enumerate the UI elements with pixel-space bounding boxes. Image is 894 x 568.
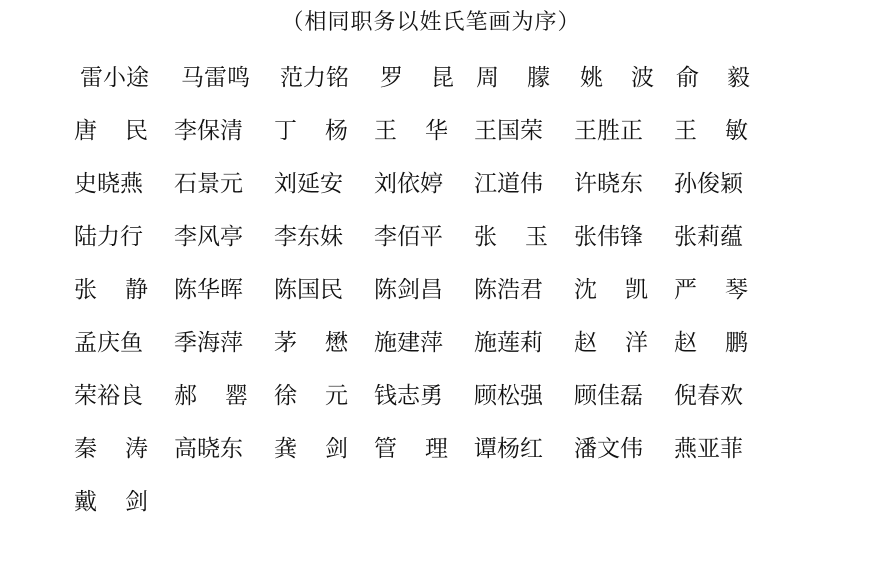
person-name: 李佰平 (374, 224, 443, 250)
person-name: 李风亭 (174, 224, 243, 250)
person-name: 范力铭 (280, 65, 349, 91)
person-name (74, 272, 148, 308)
person-name (476, 60, 550, 96)
person-name: 高晓东 (174, 436, 243, 462)
person-name: 施莲莉 (474, 330, 543, 356)
person-name (274, 431, 348, 467)
name-character: 朦 (527, 65, 550, 91)
person-name: 谭杨红 (474, 436, 543, 462)
name-character: 赵 (574, 330, 597, 356)
name-character: 剑 (325, 436, 348, 462)
name-character: 郝 (174, 383, 197, 409)
name-character: 洋 (625, 330, 648, 356)
person-name: 张莉蕴 (674, 224, 743, 250)
name-character: 管 (374, 436, 397, 462)
person-name: 雷小途 (80, 65, 149, 91)
name-character: 周 (476, 65, 499, 91)
person-name: 孟庆鱼 (74, 330, 143, 356)
person-name: 倪春欢 (674, 383, 743, 409)
person-name: 陆力行 (74, 224, 143, 250)
person-name (674, 272, 748, 308)
name-character: 敏 (725, 118, 748, 144)
name-character: 茅 (274, 330, 297, 356)
person-name: 江道伟 (474, 171, 543, 197)
name-character: 张 (474, 224, 497, 250)
name-character: 俞 (676, 65, 699, 91)
name-row (74, 219, 834, 272)
ordering-note: （相同职务以姓氏笔画为序） (281, 10, 581, 35)
person-name: 施建萍 (374, 330, 443, 356)
person-name: 刘延安 (274, 171, 343, 197)
name-character: 玉 (525, 224, 548, 250)
person-name: 许晓东 (574, 171, 643, 197)
person-name: 陈剑昌 (374, 277, 443, 303)
name-row (74, 166, 834, 219)
name-character: 张 (74, 277, 97, 303)
name-character: 龚 (274, 436, 297, 462)
person-name (74, 431, 148, 467)
person-name (580, 60, 654, 96)
person-name: 顾松强 (474, 383, 543, 409)
name-row (74, 325, 834, 378)
person-name: 燕亚菲 (674, 436, 743, 462)
name-row (74, 378, 834, 431)
person-name: 孙俊颖 (674, 171, 743, 197)
person-name (274, 378, 348, 414)
person-name (274, 325, 348, 361)
person-name (574, 272, 648, 308)
name-row (74, 113, 834, 166)
name-character: 秦 (74, 436, 97, 462)
person-name: 陈华晖 (174, 277, 243, 303)
name-character: 剑 (125, 489, 148, 515)
name-character: 华 (425, 118, 448, 144)
person-name (674, 113, 748, 149)
name-character: 凯 (625, 277, 648, 303)
name-row (74, 60, 834, 113)
name-list (74, 60, 834, 537)
person-name: 陈国民 (274, 277, 343, 303)
name-character: 琴 (725, 277, 748, 303)
person-name: 陈浩君 (474, 277, 543, 303)
name-character: 毅 (727, 65, 750, 91)
name-character: 理 (425, 436, 448, 462)
person-name: 李保清 (174, 118, 243, 144)
person-name: 刘依婷 (374, 171, 443, 197)
name-character: 懋 (325, 330, 348, 356)
name-character: 王 (374, 118, 397, 144)
name-character: 民 (125, 118, 148, 144)
person-name: 马雷鸣 (181, 65, 250, 91)
person-name: 顾佳磊 (574, 383, 643, 409)
person-name (380, 60, 454, 96)
name-character: 涛 (125, 436, 148, 462)
person-name (74, 113, 148, 149)
name-character: 昆 (431, 65, 454, 91)
person-name: 王胜正 (574, 118, 643, 144)
name-row (74, 431, 834, 484)
name-character: 赵 (674, 330, 697, 356)
person-name (676, 60, 750, 96)
name-character: 唐 (74, 118, 97, 144)
person-name: 张伟锋 (574, 224, 643, 250)
person-name (274, 113, 348, 149)
name-character: 罗 (380, 65, 403, 91)
name-character: 元 (325, 383, 348, 409)
name-character: 王 (674, 118, 697, 144)
person-name: 季海萍 (174, 330, 243, 356)
name-character: 鹏 (725, 330, 748, 356)
name-character: 严 (674, 277, 697, 303)
name-character: 徐 (274, 383, 297, 409)
person-name (574, 325, 648, 361)
name-character: 波 (631, 65, 654, 91)
person-name (74, 484, 148, 520)
person-name: 潘文伟 (574, 436, 643, 462)
person-name: 史晓燕 (74, 171, 143, 197)
person-name: 石景元 (174, 171, 243, 197)
person-name (374, 431, 448, 467)
person-name: 荣裕良 (74, 383, 143, 409)
name-character: 沈 (574, 277, 597, 303)
name-character: 丁 (274, 118, 297, 144)
name-character: 罂 (225, 383, 248, 409)
person-name: 王国荣 (474, 118, 543, 144)
person-name (174, 378, 248, 414)
person-name (374, 113, 448, 149)
name-character: 戴 (74, 489, 97, 515)
name-row (74, 272, 834, 325)
name-row (74, 484, 834, 537)
person-name: 李东妹 (274, 224, 343, 250)
person-name: 钱志勇 (374, 383, 443, 409)
name-character: 姚 (580, 65, 603, 91)
name-character: 静 (125, 277, 148, 303)
person-name (474, 219, 548, 255)
name-character: 杨 (325, 118, 348, 144)
person-name (674, 325, 748, 361)
